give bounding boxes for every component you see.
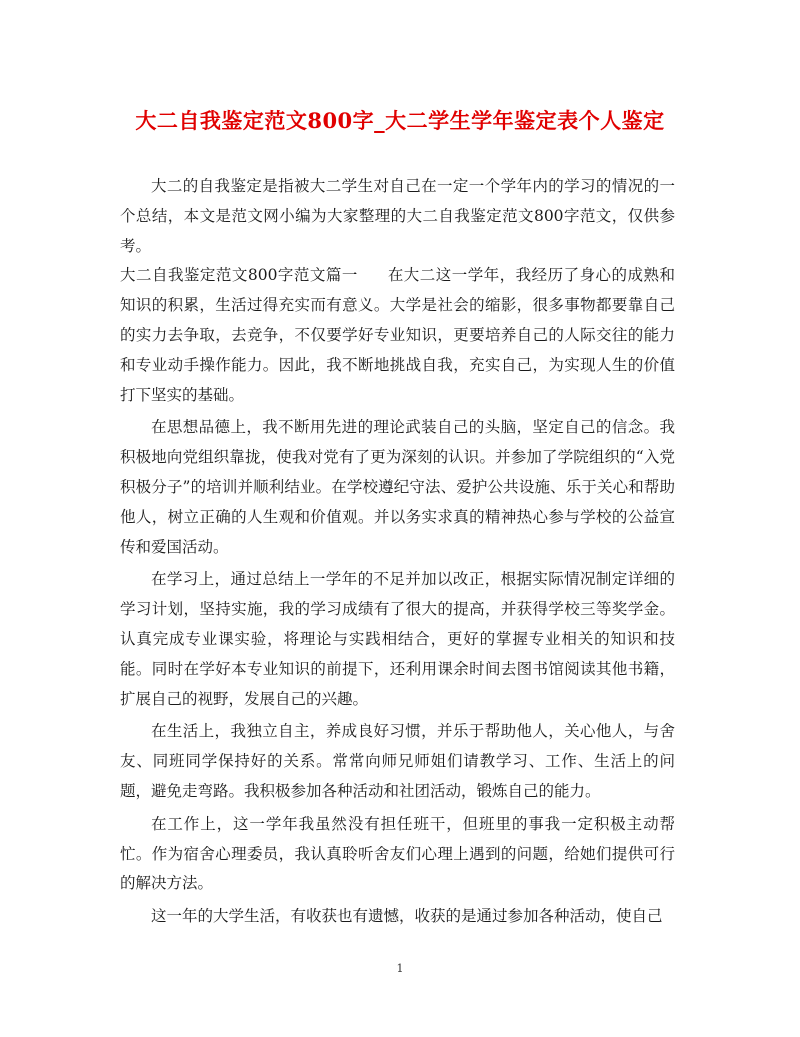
document-body — [120, 172, 675, 932]
section-heading: 大二自我鉴定范文800字范文篇一 — [120, 266, 358, 285]
section-first-paragraph — [120, 261, 675, 410]
paragraph-study: 在学习上，通过总结上一学年的不足并加以改正，根据实际情况制定详细的学习计划，坚持实施，我的学习成绩有了很大的提高，并获得学校三等奖学金。认真完成专业课实验，将理论与实践相结合，更好的掌握专业相关的知识和技能。同时在学好本专业知识的前提下，还利用课余时间去图书馆阅读其他书籍，扩展自己的视野，发展自己的兴趣。 — [120, 570, 675, 708]
paragraph-summary: 这一年的大学生活，有收获也有遗憾，收获的是通过参加各种活动，使自己 — [151, 907, 663, 926]
document-title: 大二自我鉴定范文800字_大二学生学年鉴定表个人鉴定 — [135, 108, 665, 133]
page-number: 1 — [396, 962, 404, 975]
intro-paragraph: 大二的自我鉴定是指被大二学生对自己在一定一个学年内的学习的情况的一个总结，本文是范文网小编为大家整理的大二自我鉴定范文800字范文，仅供参考。 — [120, 177, 675, 255]
paragraph-work: 在工作上，这一学年我虽然没有担任班干，但班里的事我一定积极主动帮忙。作为宿舍心理委员，我认真聆听舍友们心理上遇到的问题，给她们提供可行的解决方法。 — [120, 814, 675, 893]
paragraph-ideology: 在思想品德上，我不断用先进的理论武装自己的头脑，坚定自己的信念。我积极地向党组织靠拢，使我对党有了更为深刻的认识。并参加了学院组织的“入党积极分子”的培训并顺利结业。在学校遵纪守法、爱护公共设施、乐于关心和帮助他人，树立正确的人生观和价值观。并以务实求真的精神热心参与学校的公益宣传和爱国活动。 — [120, 418, 675, 556]
section-first-paragraph-text: 在大二这一学年，我经历了身心的成熟和知识的积累，生活过得充实而有意义。大学是社会的缩影，很多事物都要靠自己的实力去争取，去竞争，不仅要学好专业知识，更要培养自己的人际交往的能力和专业动手操作能力。因此，我不断地挑战自我，充实自己，为实现人生的价值打下坚实的基础。 — [120, 266, 675, 404]
paragraph-life: 在生活上，我独立自主，养成良好习惯，并乐于帮助他人，关心他人，与舍友、同班同学保持好的关系。常常向师兄师姐们请教学习、工作、生活上的问题，避免走弯路。我积极参加各种活动和社团活动，锻炼自己的能力。 — [120, 722, 675, 800]
